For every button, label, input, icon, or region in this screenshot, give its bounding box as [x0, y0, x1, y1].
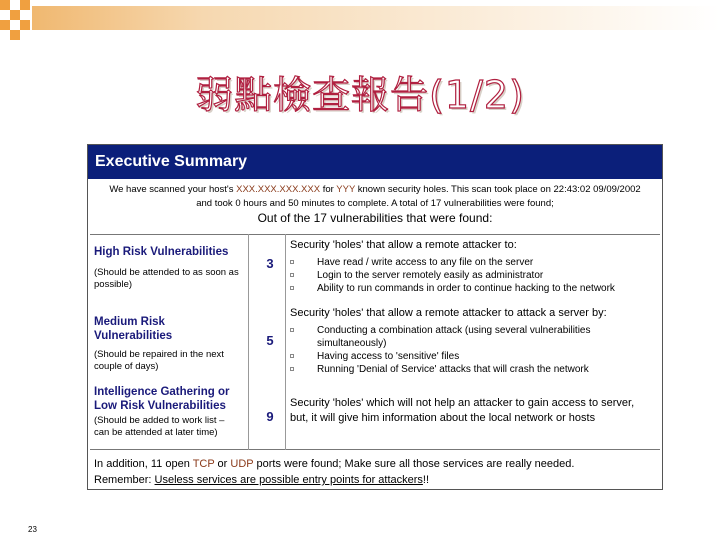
- host-address: XXX.XXX.XXX.XXX: [236, 184, 321, 195]
- category-name: Intelligence Gathering or Low Risk Vulnerabilities: [94, 386, 230, 412]
- list-item: Having access to 'sensitive' files: [290, 350, 658, 363]
- list-item: Conducting a combination attack (using several vulnerabilities simultaneously): [290, 324, 658, 350]
- category-medium-risk: [94, 315, 244, 373]
- list-item: Running 'Denial of Service' attacks that will crash the network: [290, 363, 658, 376]
- footer-line-2: Remember: Useless services are possible entry points for attackers!!: [94, 474, 430, 486]
- list-item: Have read / write access to any file on the server: [290, 256, 658, 269]
- panel-header: Executive Summary: [88, 145, 662, 179]
- count-low-risk: 9: [266, 409, 274, 424]
- slide-title: 弱點檢查報告(1/2): [195, 73, 525, 117]
- category-low-risk: [94, 385, 244, 439]
- desc-medium-risk: [290, 307, 658, 376]
- footer-note: [94, 456, 654, 488]
- column-divider: [285, 234, 286, 450]
- category-name: Medium Risk Vulnerabilities: [94, 316, 173, 342]
- desc-low-risk: [290, 396, 658, 425]
- tcp-label: TCP: [192, 458, 215, 470]
- category-note: (Should be repaired in the next couple of days): [94, 349, 224, 372]
- count-high-risk: 3: [266, 256, 274, 271]
- executive-summary-panel: [87, 144, 663, 490]
- udp-label: UDP: [230, 458, 254, 470]
- category-name: High Risk Vulnerabilities: [94, 246, 229, 258]
- list-item: Login to the server remotely easily as administrator: [290, 269, 658, 282]
- desc-high-risk: [290, 239, 658, 295]
- desc-head: Security 'holes' that allow a remote attacker to:: [290, 239, 517, 251]
- found-summary: Out of the 17 vulnerabilities that were found:: [257, 211, 493, 225]
- hole-count: YYY: [336, 184, 356, 195]
- category-high-risk: [94, 245, 244, 291]
- desc-head: Security 'holes' which will not help an attacker to gain access to server, but, it will give him information about the local network or hosts: [290, 397, 635, 424]
- desc-head: Security 'holes' that allow a remote attacker to attack a server by:: [290, 307, 607, 319]
- bullet-list: [290, 256, 658, 295]
- intro-line-2: and took 0 hours and 50 minutes to complete. A total of 17 vulnerabilities were found;: [196, 198, 554, 209]
- corner-decoration: [0, 0, 720, 40]
- intro-line-1: We have scanned your host's XXX.XXX.XXX.XXX for YYY known security holes. This scan took place on 22:43:02 09/09/2002: [109, 184, 641, 195]
- count-medium-risk: 5: [266, 333, 274, 348]
- category-note: (Should be added to work list – can be attended at later time): [94, 415, 225, 438]
- footer-line-1: In addition, 11 open TCP or UDP ports were found; Make sure all those services are really needed.: [94, 458, 575, 470]
- underlined-warning: Useless services are possible entry points for attackers: [154, 474, 423, 486]
- bullet-list: [290, 324, 658, 376]
- column-divider: [248, 234, 249, 450]
- category-note: (Should be attended to as soon as possible): [94, 267, 239, 290]
- list-item: Ability to run commands in order to continue hacking to the network: [290, 282, 658, 295]
- page-number: 23: [28, 525, 37, 534]
